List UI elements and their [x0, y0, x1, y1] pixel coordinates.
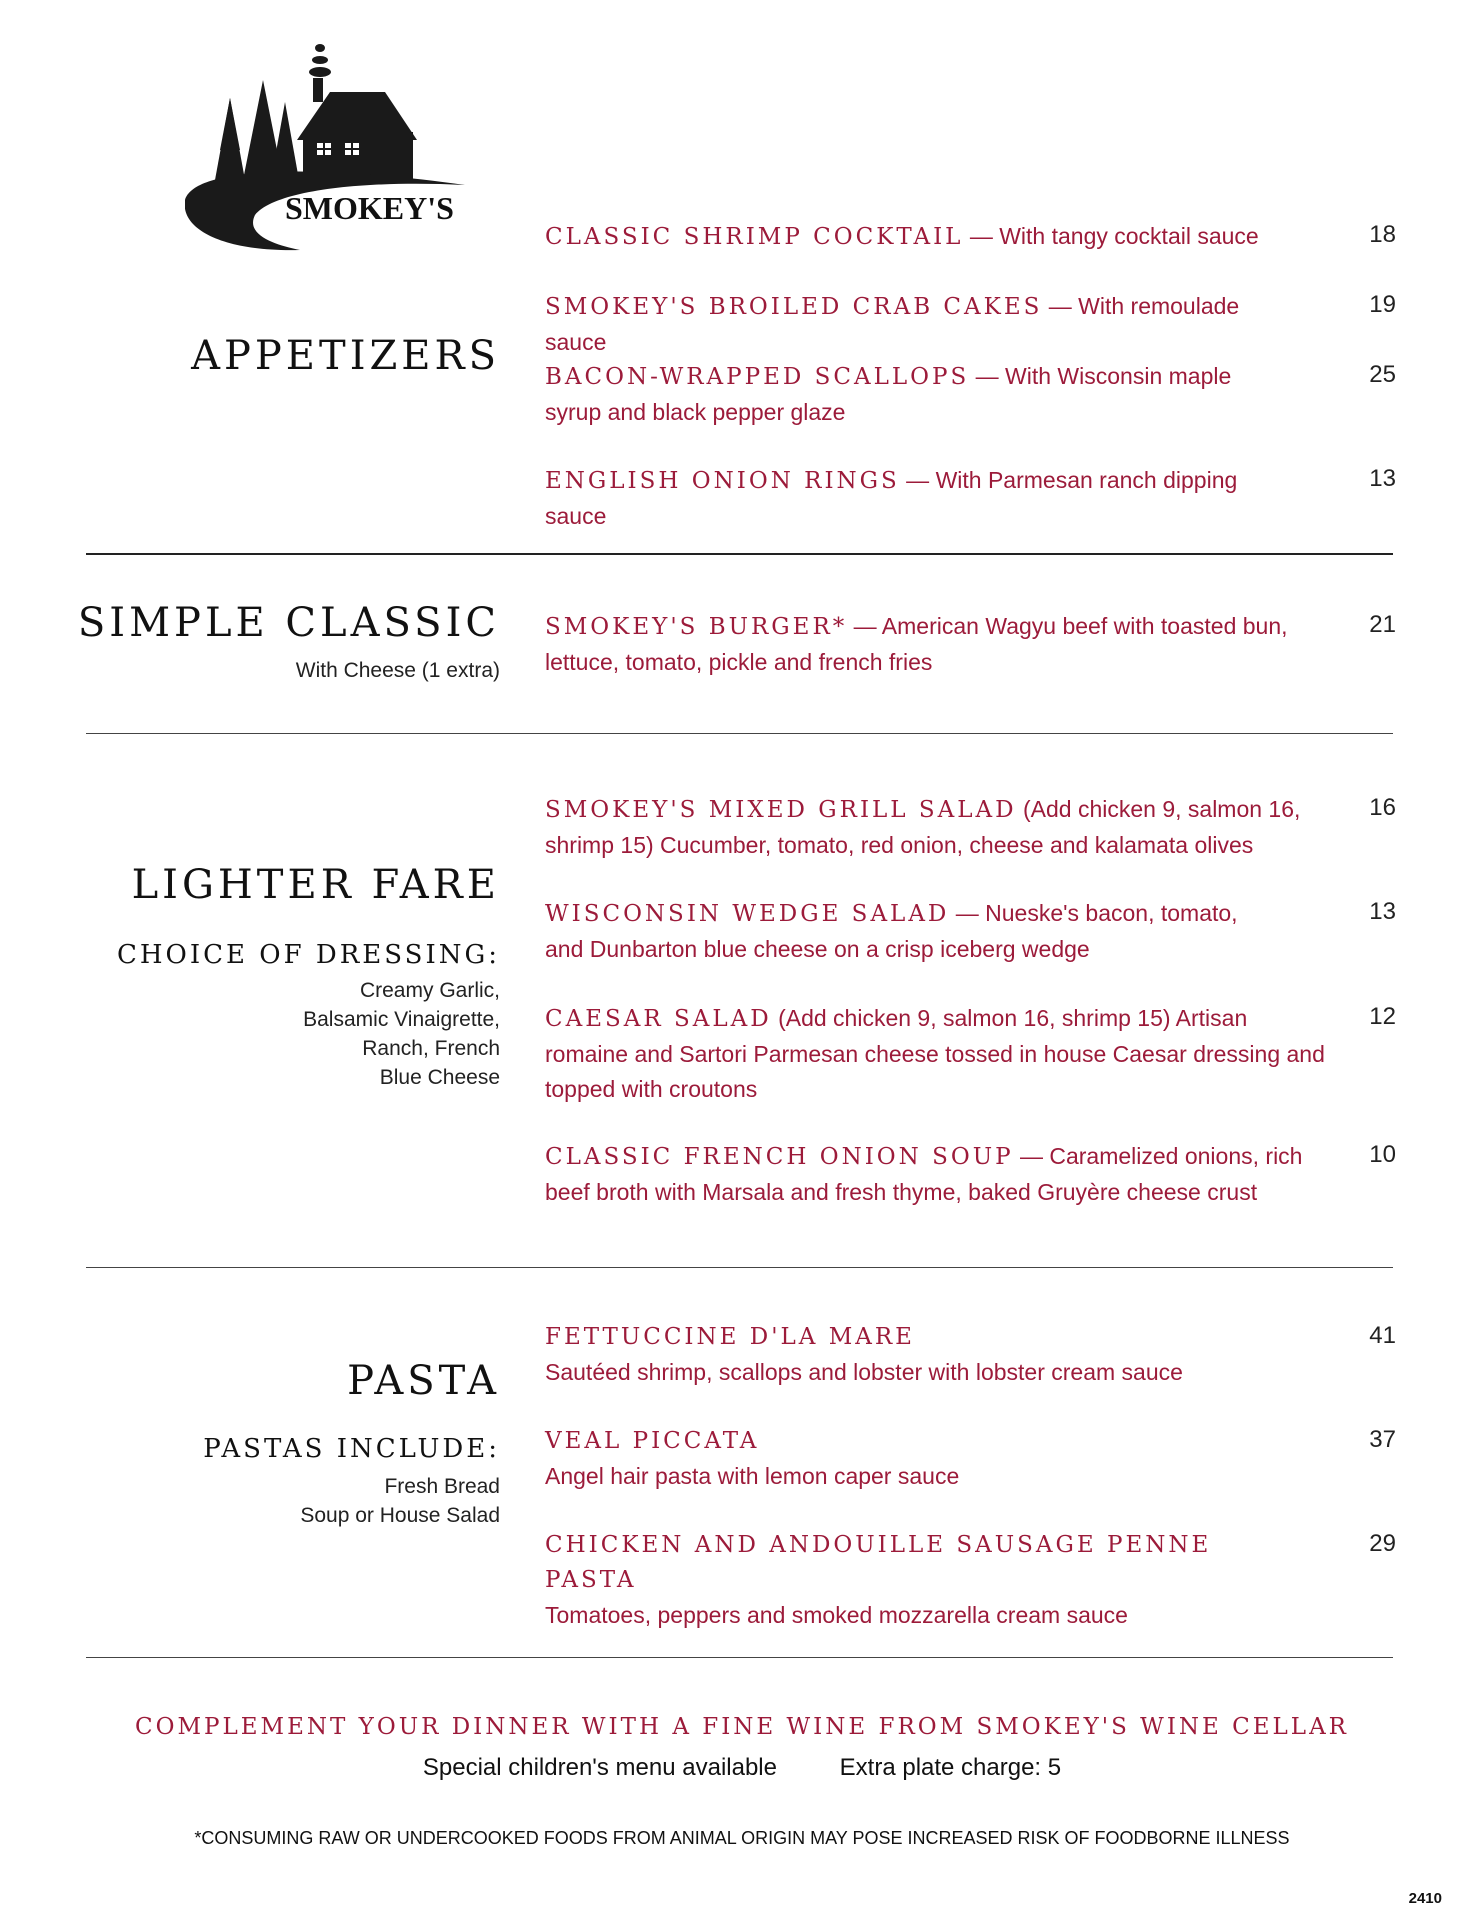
item-price: 10: [1369, 1141, 1396, 1168]
item-desc: — Nueske's bacon, tomato, and Dunbarton blue cheese on a crisp iceberg wedge: [545, 900, 1238, 962]
pasta-include-item: Soup or House Salad: [300, 1504, 500, 1527]
lighter-fare-section-heading: [117, 862, 500, 1092]
lighter-fare-heading: LIGHTER FARE: [131, 862, 500, 908]
item-desc: — With Parmesan ranch dipping sauce: [545, 467, 1238, 529]
menu-item: [545, 896, 1265, 967]
pasta-section-heading: [203, 1358, 500, 1530]
simple-classic-heading: SIMPLE CLASSIC: [77, 600, 500, 646]
item-name: WISCONSIN WEDGE SALAD: [545, 901, 950, 927]
section-divider: [86, 1657, 1393, 1658]
item-name: ENGLISH ONION RINGS: [545, 468, 900, 494]
item-price: 41: [1369, 1322, 1396, 1349]
item-price: 29: [1369, 1530, 1396, 1557]
item-name: SMOKEY'S BROILED CRAB CAKES: [545, 294, 1043, 320]
brand-name: SMOKEY'S: [285, 190, 454, 226]
item-name: CAESAR SALAD: [545, 1006, 772, 1032]
simple-classic-section-heading: [78, 600, 500, 685]
item-desc: Angel hair pasta with lemon caper sauce: [545, 1463, 960, 1489]
dressing-option: Balsamic Vinaigrette,: [303, 1008, 500, 1031]
menu-item: [545, 463, 1305, 534]
smokeys-cabin-logo-icon: [185, 40, 505, 260]
item-desc: (Add chicken 9, salmon 16, shrimp 15) Artisan romaine and Sartori Parmesan cheese tossed in house Caesar dressing and topped with croutons: [545, 1005, 1325, 1102]
wine-promo: COMPLEMENT YOUR DINNER WITH A FINE WINE FROM SMOKEY'S WINE CELLAR: [135, 1714, 1349, 1740]
item-price: 21: [1369, 611, 1396, 638]
section-divider: [86, 733, 1393, 734]
item-name: CLASSIC SHRIMP COCKTAIL: [545, 224, 964, 250]
item-name: SMOKEY'S MIXED GRILL SALAD: [545, 797, 1017, 823]
menu-item: [545, 359, 1285, 430]
menu-item: [545, 1528, 1305, 1633]
section-divider: [86, 553, 1393, 555]
plate-charge-note: Extra plate charge: 5: [839, 1754, 1062, 1781]
item-price: 13: [1369, 465, 1396, 492]
item-name: FETTUCCINE D'LA MARE: [545, 1324, 915, 1350]
dressing-option: Blue Cheese: [379, 1066, 500, 1089]
pasta-include-list: [203, 1472, 500, 1530]
menu-item: [545, 1001, 1325, 1107]
dressing-list: [117, 976, 500, 1092]
menu-item: [545, 792, 1305, 863]
item-price: 19: [1369, 291, 1396, 318]
pasta-include-item: Fresh Bread: [384, 1475, 500, 1498]
item-price: 25: [1369, 361, 1396, 388]
item-price: 37: [1369, 1426, 1396, 1453]
menu-item: [545, 1139, 1325, 1210]
childrens-menu-note: Special children's menu available: [422, 1754, 777, 1781]
item-desc: Tomatoes, peppers and smoked mozzarella cream sauce: [545, 1602, 1128, 1628]
item-desc: Sautéed shrimp, scallops and lobster with lobster cream sauce: [545, 1359, 1183, 1385]
item-desc: — Caramelized onions, rich beef broth with Marsala and fresh thyme, baked Gruyère cheese crust: [545, 1143, 1303, 1205]
appetizers-heading: APPETIZERS: [191, 333, 500, 379]
dressing-option: Creamy Garlic,: [359, 979, 500, 1002]
item-price: 18: [1369, 221, 1396, 248]
foodborne-disclaimer: *CONSUMING RAW OR UNDERCOOKED FOODS FROM ANIMAL ORIGIN MAY POSE INCREASED RISK OF FOODBORNE ILLNESS: [194, 1828, 1290, 1848]
item-desc: — American Wagyu beef with toasted bun, lettuce, tomato, pickle and french fries: [545, 613, 1288, 675]
item-price: 13: [1369, 898, 1396, 925]
item-name: VEAL PICCATA: [545, 1428, 760, 1454]
appetizers-section-heading: [191, 333, 500, 379]
menu-item: [545, 1424, 1305, 1494]
item-name: CHICKEN AND ANDOUILLE SAUSAGE PENNE PASTA: [545, 1532, 1212, 1593]
menu-item: [545, 609, 1325, 680]
footer-notes: [0, 1754, 1484, 1782]
item-name: SMOKEY'S BURGER*: [545, 614, 848, 640]
item-name: BACON-WRAPPED SCALLOPS: [545, 364, 970, 390]
item-desc: (Add chicken 9, salmon 16, shrimp 15) Cucumber, tomato, red onion, cheese and kalamata olives: [545, 796, 1301, 858]
item-price: 12: [1369, 1003, 1396, 1030]
item-price: 16: [1369, 794, 1396, 821]
logo: [185, 40, 505, 260]
menu-item: [545, 219, 1305, 255]
pasta-include-heading: PASTAS INCLUDE:: [203, 1434, 500, 1464]
cheese-note: With Cheese (1 extra): [295, 659, 500, 682]
dressing-option: Ranch, French: [362, 1037, 500, 1060]
dressing-heading: CHOICE OF DRESSING:: [116, 940, 500, 970]
item-name: CLASSIC FRENCH ONION SOUP: [545, 1144, 1014, 1170]
menu-item: [545, 289, 1305, 360]
item-desc: — With tangy cocktail sauce: [963, 223, 1259, 249]
item-desc: — With remoulade sauce: [545, 293, 1240, 355]
menu-item: [545, 1320, 1305, 1390]
menu-code: 2410: [1408, 1890, 1442, 1907]
section-divider: [86, 1267, 1393, 1268]
item-desc: — With Wisconsin maple syrup and black pepper glaze: [545, 363, 1232, 425]
pasta-heading: PASTA: [347, 1358, 500, 1404]
